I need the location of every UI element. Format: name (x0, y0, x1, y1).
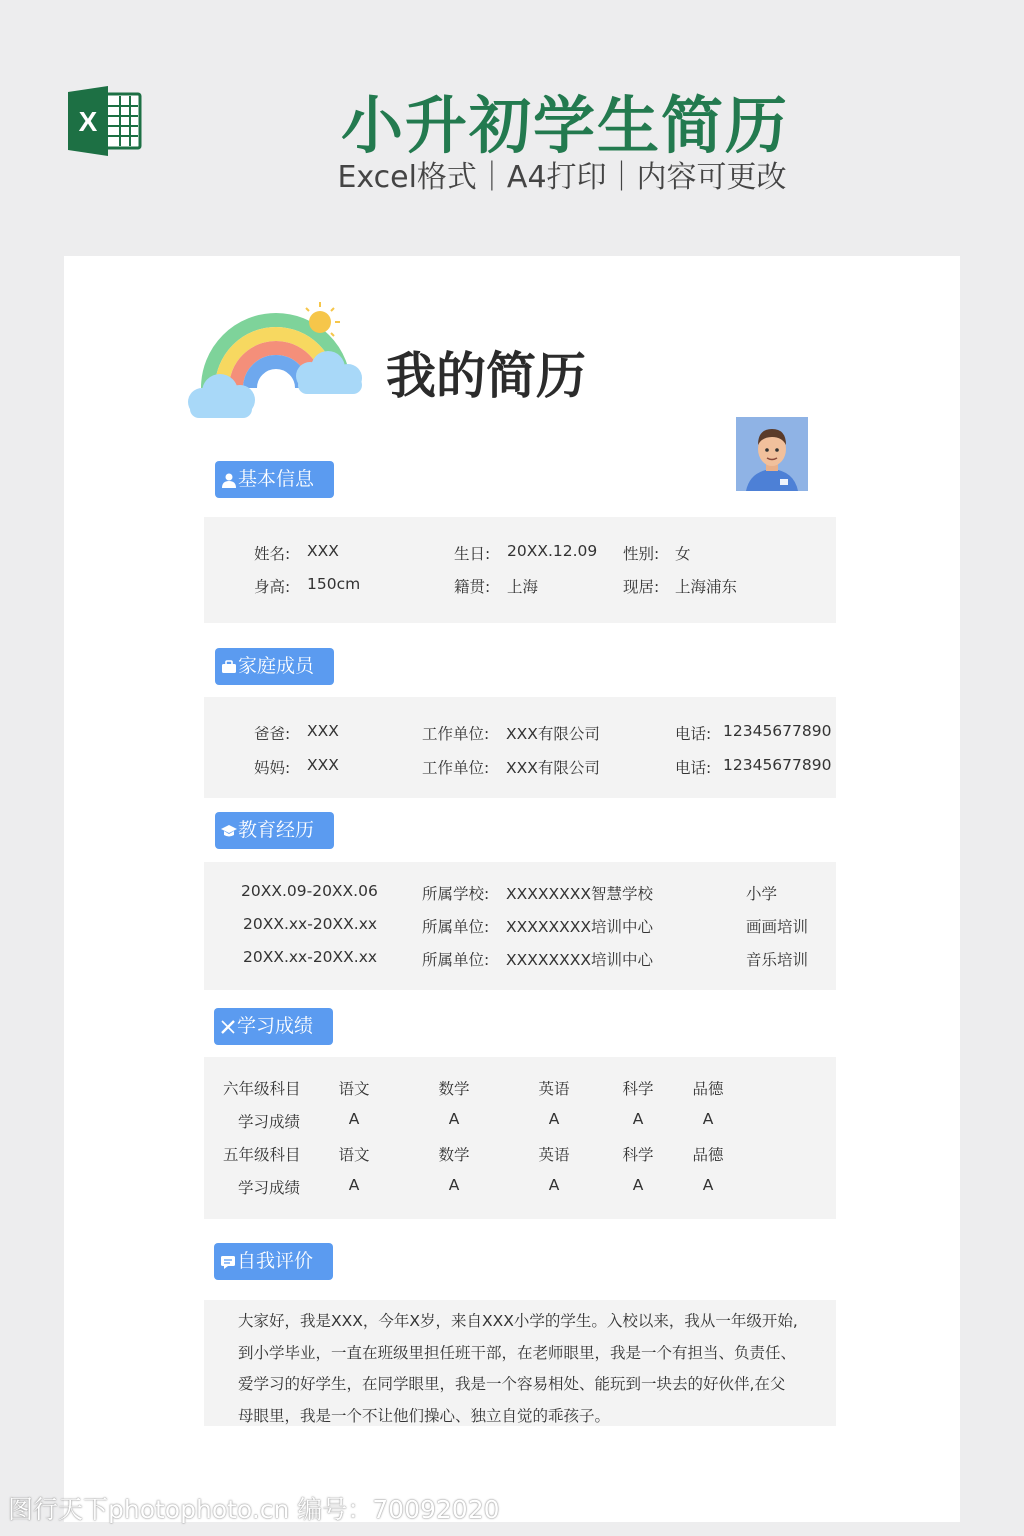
edu-org: XXXXXXXX培训中心 (506, 918, 653, 936)
self-evaluation-line: 母眼里，我是一个不让他们操心、独立自觉的乖孩子。 (238, 1406, 611, 1425)
edu-org-label: 所属单位: (422, 951, 490, 969)
section-tag-label: 教育经历 (238, 819, 315, 841)
family-work: XXX有限公司 (506, 725, 600, 743)
grade-cell: A (448, 1110, 460, 1128)
basic-info-panel (204, 517, 836, 623)
grade-cell: A (348, 1176, 360, 1194)
grade-cell: A (702, 1176, 714, 1194)
section-tag-label: 自我评价 (237, 1250, 314, 1272)
family-relation: 爸爸: (254, 725, 291, 743)
section-tag-family (215, 648, 334, 685)
field-label: 现居: (623, 578, 660, 596)
grade-cell: 语文 (338, 1080, 370, 1098)
family-phone: 12345677890 (723, 722, 832, 740)
edu-period: 20XX.09-20XX.06 (241, 882, 378, 900)
avatar-portrait-icon (736, 417, 808, 491)
family-work-label: 工作单位: (422, 759, 490, 777)
grade-cell: 科学 (622, 1080, 654, 1098)
chat-icon (220, 1254, 236, 1270)
edu-org-label: 所属学校: (422, 885, 490, 903)
field-label: 生日: (454, 545, 491, 563)
grade-cell: 英语 (538, 1146, 570, 1164)
edu-org-label: 所属单位: (422, 918, 490, 936)
page-subtitle: Excel格式｜A4打印｜内容可更改 (337, 160, 787, 195)
home-icon (221, 659, 237, 675)
field-value: 20XX.12.09 (507, 542, 598, 560)
grade-row-label: 学习成绩 (238, 1179, 301, 1197)
grade-cell: 数学 (438, 1146, 470, 1164)
grade-cell: A (632, 1110, 644, 1128)
edu-type: 音乐培训 (746, 951, 809, 969)
self-evaluation-line: 到小学毕业，一直在班级里担任班干部，在老师眼里，我是一个有担当、负责任、 (238, 1343, 797, 1362)
section-tag-grades (214, 1008, 333, 1045)
grade-cell: 品德 (692, 1146, 724, 1164)
family-work: XXX有限公司 (506, 759, 600, 777)
excel-logo-letter: X (78, 106, 98, 137)
grade-cell: A (632, 1176, 644, 1194)
rainbow-icon (184, 296, 368, 422)
section-tag-self (214, 1243, 333, 1280)
section-tag-label: 学习成绩 (237, 1015, 314, 1037)
family-phone: 12345677890 (723, 756, 832, 774)
graduation-cap-icon (221, 823, 237, 839)
resume-title: 我的简历 (386, 347, 586, 405)
family-phone-label: 电话: (675, 725, 712, 743)
field-value: 上海浦东 (675, 578, 738, 596)
user-icon (221, 472, 237, 488)
edu-type: 小学 (746, 885, 778, 903)
grade-cell: 数学 (438, 1080, 470, 1098)
grade-cell: A (348, 1110, 360, 1128)
field-label: 姓名: (254, 545, 291, 563)
grades-panel (204, 1057, 836, 1219)
grade-cell: 品德 (692, 1080, 724, 1098)
family-panel (204, 697, 836, 798)
grade-row-label: 五年级科目 (223, 1146, 301, 1164)
grade-cell: A (702, 1110, 714, 1128)
family-name: XXX (307, 756, 339, 774)
page-title: 小升初学生简历 (340, 89, 789, 162)
edu-period: 20XX.xx-20XX.xx (243, 948, 378, 966)
avatar (736, 417, 808, 491)
field-value: 女 (675, 545, 691, 563)
field-value: XXX (307, 542, 339, 560)
edu-org: XXXXXXXX智慧学校 (506, 885, 653, 903)
section-tag-basic (215, 461, 334, 498)
family-work-label: 工作单位: (422, 725, 490, 743)
field-label: 性别: (623, 545, 660, 563)
field-value: 150cm (307, 575, 361, 593)
grade-row-label: 六年级科目 (223, 1080, 301, 1098)
edu-type: 画画培训 (746, 918, 809, 936)
grade-cell: 语文 (338, 1146, 370, 1164)
edu-org: XXXXXXXX培训中心 (506, 951, 653, 969)
section-tag-education (215, 812, 334, 849)
grade-cell: 科学 (622, 1146, 654, 1164)
grade-cell: A (548, 1176, 560, 1194)
section-tag-label: 基本信息 (238, 468, 315, 490)
family-relation: 妈妈: (254, 759, 291, 777)
family-phone-label: 电话: (675, 759, 712, 777)
field-label: 籍贯: (454, 578, 491, 596)
pencil-ruler-icon (220, 1019, 236, 1035)
grade-cell: 英语 (538, 1080, 570, 1098)
self-evaluation-line: 爱学习的好学生，在同学眼里，我是一个容易相处、能玩到一块去的好伙伴,在父 (238, 1375, 786, 1393)
grade-row-label: 学习成绩 (238, 1113, 301, 1131)
self-evaluation-text (238, 1306, 808, 1432)
field-label: 身高: (254, 578, 291, 596)
education-panel (204, 862, 836, 990)
edu-period: 20XX.xx-20XX.xx (243, 915, 378, 933)
self-evaluation-line: 大家好，我是XXX，今年X岁，来自XXX小学的学生。入校以来，我从一年级开始, (238, 1312, 798, 1330)
field-value: 上海 (507, 578, 539, 596)
grade-cell: A (548, 1110, 560, 1128)
watermark: 图行天下photophoto.cn 编号：70092020 (8, 1495, 500, 1524)
grade-cell: A (448, 1176, 460, 1194)
section-tag-label: 家庭成员 (238, 655, 315, 677)
family-name: XXX (307, 722, 339, 740)
